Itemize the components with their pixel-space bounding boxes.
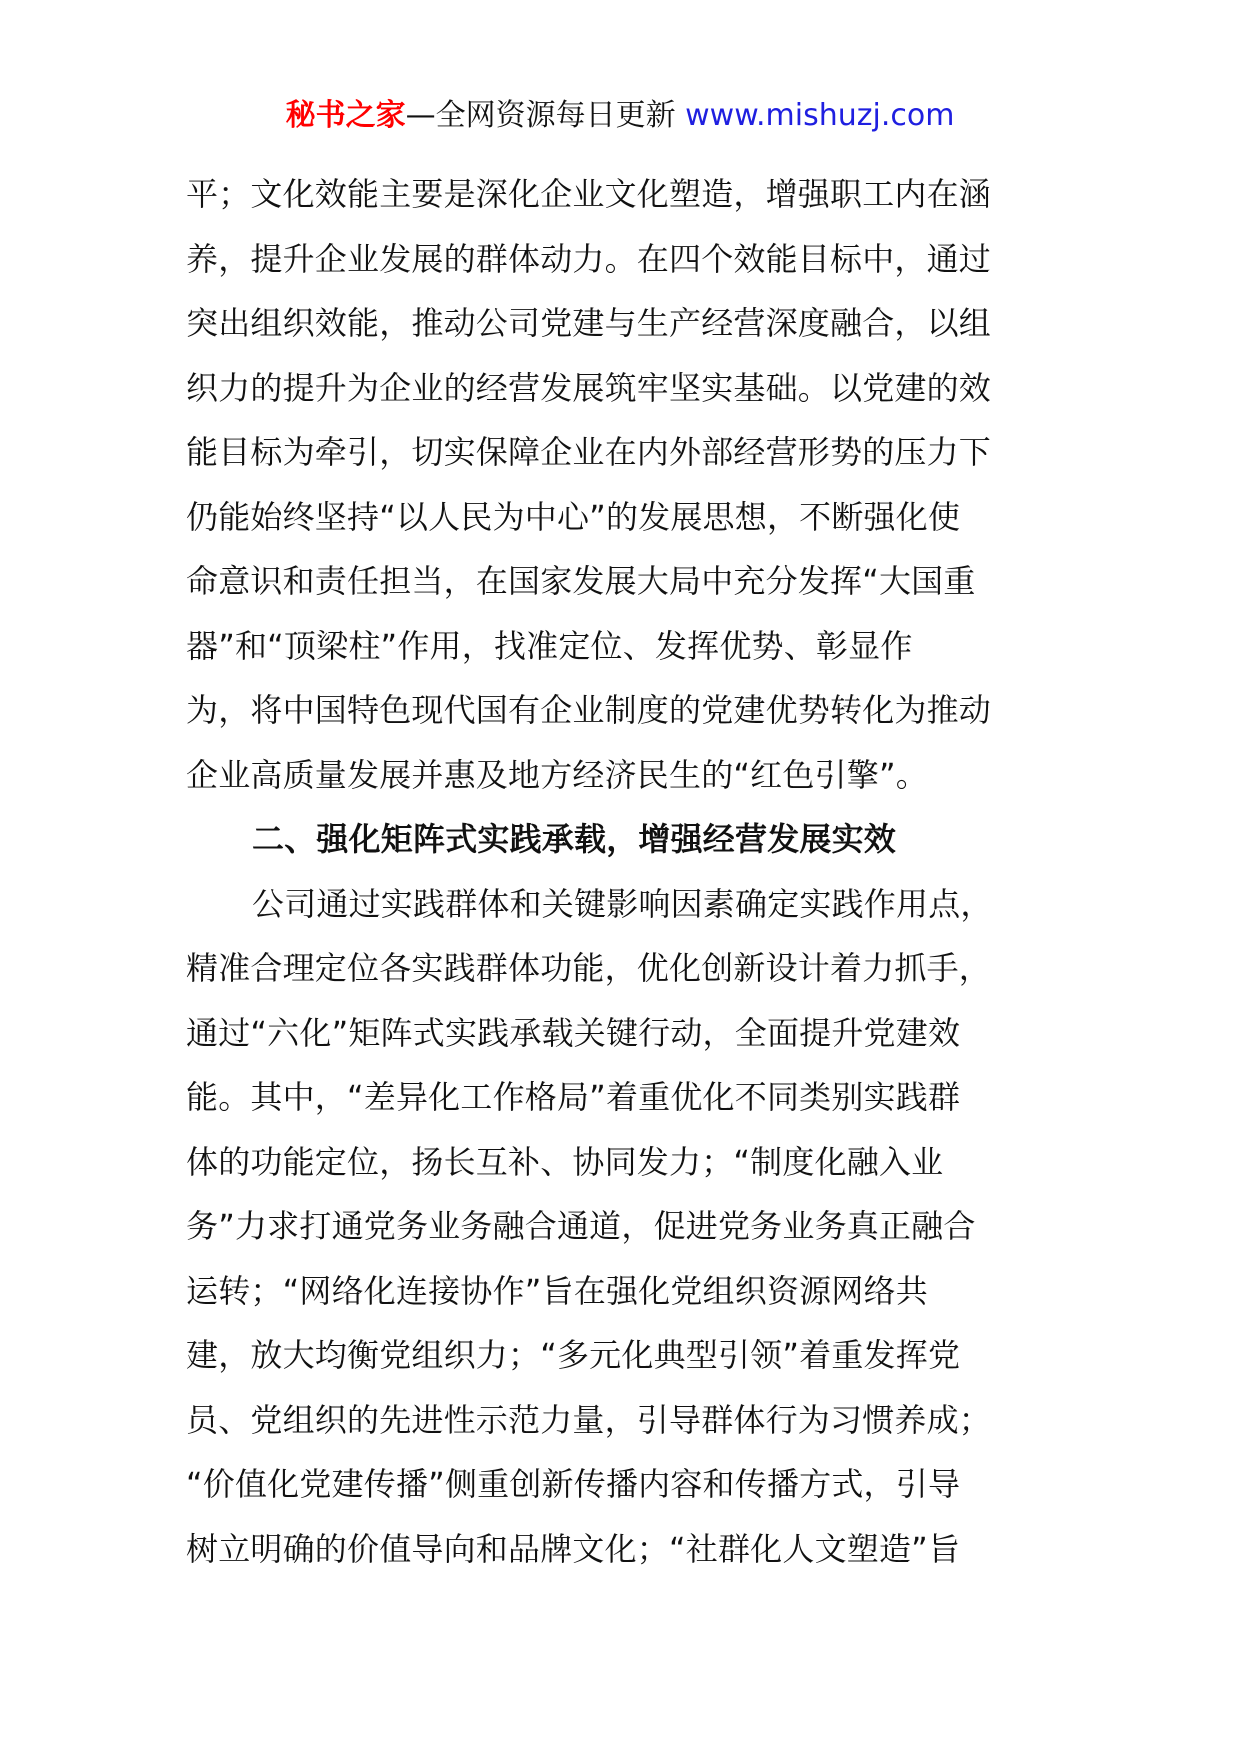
text-line: “价值化党建传播”侧重创新传播内容和传播方式，引导 [186,1465,961,1503]
document-body [186,162,1066,1581]
site-slogan: —全网资源每日更新 [405,98,676,133]
text-line: 突出组织效能，推动公司党建与生产经营深度融合，以组 [186,304,992,342]
site-brand: 秘书之家 [285,98,406,133]
section-heading: 二、强化矩阵式实践承载，增强经营发展实效 [252,820,897,858]
site-url[interactable]: www.mishuzj.com [685,98,955,133]
text-line: 能目标为牵引，切实保障企业在内外部经营形势的压力下 [186,433,992,471]
text-line: 能。其中，“差异化工作格局”着重优化不同类别实践群 [186,1078,961,1116]
paragraph-first-line: 公司通过实践群体和关键影响因素确定实践作用点， [252,884,993,923]
text-line: 通过“六化”矩阵式实践承载关键行动，全面提升党建效 [186,1013,961,1052]
text-line: 运转；“网络化连接协作”旨在强化党组织资源网络共 [186,1271,928,1310]
text-line: 织力的提升为企业的经营发展筑牢坚实基础。以党建的效 [186,368,992,407]
text-line: 员、党组织的先进性示范力量，引导群体行为习惯养成； [186,1400,992,1439]
text-line: 建，放大均衡党组织力；“多元化典型引领”着重发挥党 [186,1336,961,1374]
text-line: 精准合理定位各实践群体功能，优化创新设计着力抓手， [186,949,992,987]
text-line: 体的功能定位，扬长互补、协同发力；“制度化融入业 [186,1142,944,1181]
site-header [0,96,1240,136]
text-line: 养，提升企业发展的群体动力。在四个效能目标中，通过 [186,239,992,278]
text-line: 仍能始终坚持“以人民为中心”的发展思想，不断强化使 [186,497,961,536]
text-line: 器”和“顶梁柱”作用，找准定位、发挥优势、彰显作 [186,626,913,665]
text-line: 命意识和责任担当，在国家发展大局中充分发挥“大国重 [186,562,976,600]
text-line: 为，将中国特色现代国有企业制度的党建优势转化为推动 [186,691,992,729]
text-line: 务”力求打通党务业务融合通道，促进党务业务真正融合 [186,1207,976,1245]
text-line: 平；文化效能主要是深化企业文化塑造，增强职工内在涵 [186,175,992,213]
text-line: 树立明确的价值导向和品牌文化；“社群化人文塑造”旨 [186,1529,961,1568]
text-line: 企业高质量发展并惠及地方经济民生的“红色引擎”。 [186,755,928,794]
